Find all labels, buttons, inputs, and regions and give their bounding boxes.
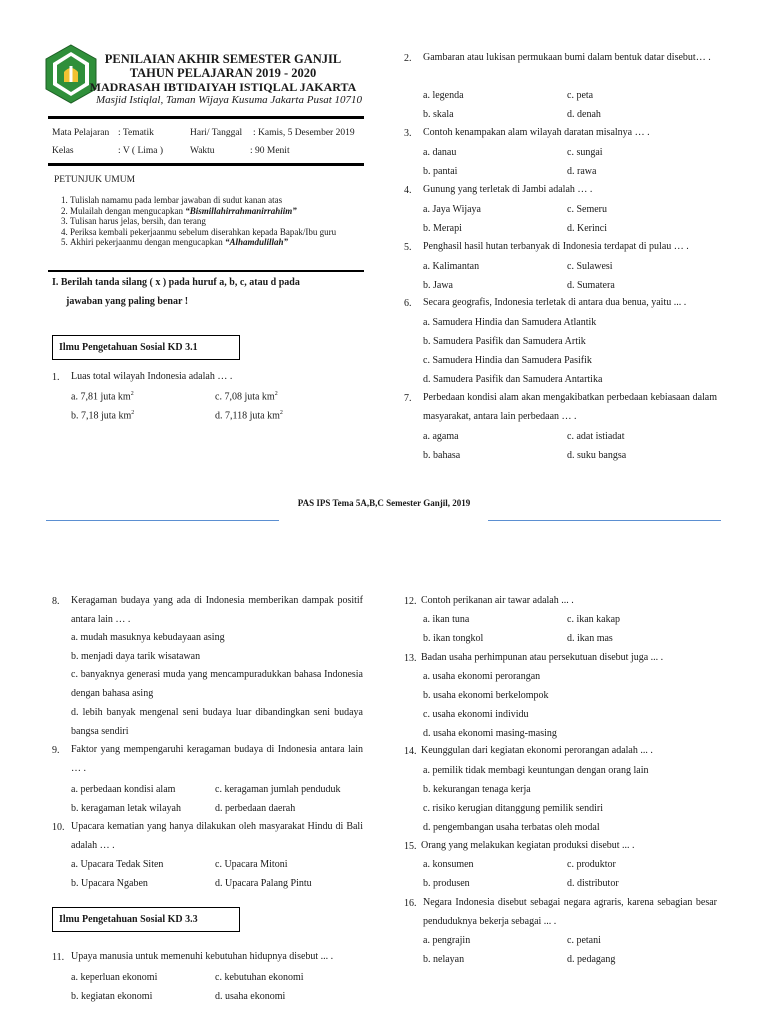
- option-a[interactable]: a. konsumen: [423, 859, 474, 870]
- option-c[interactable]: c. usaha ekonomi individu: [423, 709, 529, 720]
- option-b[interactable]: b. kegiatan ekonomi: [71, 991, 153, 1002]
- academic-year: TAHUN PELAJARAN 2019 - 2020: [129, 66, 317, 80]
- subject-value: : Tematik: [118, 128, 154, 138]
- instructions-rule: [48, 270, 364, 272]
- option-d[interactable]: d. usaha ekonomi masing-masing: [423, 728, 557, 739]
- instruction-item: 5. Akhiri pekerjaanmu dengan mengucapkan “Alhamdulillah”: [70, 237, 364, 248]
- option-a[interactable]: a. pengrajin: [423, 935, 471, 946]
- question-number: 5.: [404, 242, 412, 253]
- option-c[interactable]: c. sungai: [567, 147, 603, 158]
- question-text: Keragaman budaya yang ada di Indonesia memberikan dampak positif antara lain … .: [71, 595, 363, 625]
- header-rule: [48, 116, 364, 119]
- option-c[interactable]: c. petani: [567, 935, 601, 946]
- info-rule: [48, 163, 364, 166]
- question-text: Faktor yang mempengaruhi keragaman budaya di Indonesia antara lain … .: [71, 744, 363, 774]
- question-text: Secara geografis, Indonesia terletak di antara dua benua, yaitu ... .: [423, 297, 687, 308]
- option-d[interactable]: d. rawa: [567, 166, 597, 177]
- option-c[interactable]: c. adat istiadat: [567, 431, 625, 442]
- option-b[interactable]: b. skala: [423, 109, 454, 120]
- option-c[interactable]: c. Semeru: [567, 204, 607, 215]
- footer-rule-left: [46, 520, 279, 521]
- option-b[interactable]: b. bahasa: [423, 450, 461, 461]
- option-d[interactable]: d. ikan mas: [567, 633, 613, 644]
- option-b[interactable]: b. Samudera Pasifik dan Samudera Artik: [423, 336, 586, 347]
- question-number: 2.: [404, 53, 412, 64]
- option-a[interactable]: a. legenda: [423, 90, 464, 101]
- option-c[interactable]: c. Upacara Mitoni: [215, 859, 288, 870]
- option-d[interactable]: d. Samudera Pasifik dan Samudera Antartika: [423, 374, 603, 385]
- exam-title: PENILAIAN AKHIR SEMESTER GANJIL: [104, 52, 342, 66]
- question-number: 15.: [404, 841, 417, 852]
- instruction-item: 2. Mulailah dengan mengucapkan “Bismillahirrahmanirrahiim”: [70, 206, 364, 217]
- question-number: 8.: [52, 596, 60, 607]
- question-number: 11.: [52, 952, 65, 963]
- option-b[interactable]: b. menjadi daya tarik wisatawan: [71, 651, 201, 662]
- question-text: Gambaran atau lukisan permukaan bumi dalam bentuk datar disebut… .: [423, 52, 711, 63]
- option-c[interactable]: c. 7,08 juta $km^2$: [215, 391, 278, 403]
- option-c[interactable]: c. kebutuhan ekonomi: [215, 972, 304, 983]
- section-instruction: I. Berilah tanda silang ( x ) pada huruf a, b, c, atau d pada: [52, 277, 300, 288]
- option-a[interactable]: a. keperluan ekonomi: [71, 972, 158, 983]
- subject-label: Mata Pelajaran: [52, 128, 110, 138]
- instruction-item: 3. Tulisan harus jelas, bersih, dan terang: [70, 216, 364, 227]
- option-c[interactable]: c. Sulawesi: [567, 261, 613, 272]
- question-number: 3.: [404, 128, 412, 139]
- question-number: 6.: [404, 298, 412, 309]
- option-d[interactable]: d. denah: [567, 109, 601, 120]
- option-b[interactable]: b. ikan tongkol: [423, 633, 484, 644]
- option-d[interactable]: d. Upacara Palang Pintu: [215, 878, 312, 889]
- option-b[interactable]: b. pantai: [423, 166, 458, 177]
- option-b[interactable]: b. keragaman letak wilayah: [71, 803, 181, 814]
- option-b[interactable]: b. Merapi: [423, 223, 462, 234]
- question-number: 12.: [404, 596, 417, 607]
- option-d[interactable]: d. 7,118 juta $km^2$: [215, 410, 283, 422]
- option-b[interactable]: b. Jawa: [423, 280, 453, 291]
- question-text: Orang yang melakukan kegiatan produksi disebut ... .: [421, 840, 635, 851]
- question-text: Keunggulan dari kegiatan ekonomi perorangan adalah ... .: [421, 745, 653, 756]
- option-c[interactable]: c. produktor: [567, 859, 616, 870]
- question-number: 10.: [52, 822, 65, 833]
- class-value: : V ( Lima ): [118, 146, 164, 156]
- kd-3-3-box: Ilmu Pengetahuan Sosial KD 3.3: [52, 907, 240, 932]
- option-c[interactable]: c. peta: [567, 90, 594, 101]
- question-number: 14.: [404, 746, 417, 757]
- class-label: Kelas: [52, 146, 74, 156]
- option-a[interactable]: a. Upacara Tedak Siten: [71, 859, 164, 870]
- option-d[interactable]: d. lebih banyak mengenal seni budaya luar dibandingkan seni budaya bangsa sendiri: [71, 707, 363, 737]
- instructions-title: PETUNJUK UMUM: [54, 175, 136, 185]
- option-b[interactable]: b. 7,18 juta $km^2$: [71, 410, 135, 422]
- option-c[interactable]: c. keragaman jumlah penduduk: [215, 784, 341, 795]
- question-text: Contoh kenampakan alam wilayah daratan misalnya … .: [423, 127, 650, 138]
- time-value: : 90 Menit: [250, 146, 290, 156]
- option-c[interactable]: c. Samudera Hindia dan Samudera Pasifik: [423, 355, 592, 366]
- instruction-item: 4. Periksa kembali pekerjaanmu sebelum diserahkan kepada Bapak/Ibu guru: [70, 227, 364, 238]
- school-address: Masjid Istiqlal, Taman Wijaya Kusuma Jakarta Pusat 10710: [96, 94, 363, 106]
- date-value: : Kamis, 5 Desember 2019: [253, 128, 355, 138]
- option-a[interactable]: a. 7,81 juta $km^2$: [71, 391, 134, 403]
- date-label: Hari/ Tanggal: [190, 128, 243, 138]
- question-text: Perbedaan kondisi alam akan mengakibatkan perbedaan kebiasaan dalam masyarakat, antara lain perbedaan … .: [423, 392, 717, 422]
- option-b[interactable]: b. usaha ekonomi berkelompok: [423, 690, 549, 701]
- option-a[interactable]: a. perbedaan kondisi alam: [71, 784, 176, 795]
- question-text: Upacara kematian yang hanya dilakukan oleh masyarakat Hindu di Bali adalah … .: [71, 821, 363, 851]
- option-a[interactable]: a. agama: [423, 431, 459, 442]
- instruction-item: 1. Tulislah namamu pada lembar jawaban di sudut kanan atas: [70, 195, 364, 206]
- question-text: Luas total wilayah Indonesia adalah … .: [71, 371, 233, 382]
- option-b[interactable]: b. nelayan: [423, 954, 465, 965]
- option-c[interactable]: c. ikan kakap: [567, 614, 621, 625]
- option-d[interactable]: d. pengembangan usaha terbatas oleh modal: [423, 822, 600, 833]
- question-text: Penghasil hasil hutan terbanyak di Indonesia terdapat di pulau … .: [423, 241, 689, 252]
- page-footer: PAS IPS Tema 5A,B,C Semester Ganjil, 2019: [297, 498, 471, 508]
- option-a[interactable]: a. mudah masuknya kebudayaan asing: [71, 632, 225, 643]
- time-label: Waktu: [190, 146, 215, 156]
- option-d[interactable]: d. Sumatera: [567, 280, 615, 291]
- option-a[interactable]: a. danau: [423, 147, 457, 158]
- option-b[interactable]: b. produsen: [423, 878, 470, 889]
- kd-3-1-box: Ilmu Pengetahuan Sosial KD 3.1: [52, 335, 240, 360]
- option-a[interactable]: a. pemilik tidak membagi keuntungan dengan orang lain: [423, 765, 649, 776]
- option-b[interactable]: b. Upacara Ngaben: [71, 878, 148, 889]
- option-a[interactable]: a. ikan tuna: [423, 614, 470, 625]
- option-d[interactable]: d. suku bangsa: [567, 450, 627, 461]
- question-text: Contoh perikanan air tawar adalah ... .: [421, 595, 574, 606]
- option-d[interactable]: d. usaha ekonomi: [215, 991, 286, 1002]
- option-c[interactable]: c. banyaknya generasi muda yang mencampuradukkan bahasa Indonesia dengan bahasa asing: [71, 669, 363, 699]
- question-number: 16.: [404, 898, 417, 909]
- instructions-list: [48, 195, 364, 248]
- question-number: 1.: [52, 372, 60, 383]
- question-number: 4.: [404, 185, 412, 196]
- option-a[interactable]: a. Kalimantan: [423, 261, 480, 272]
- section-instruction-cont: jawaban yang paling benar !: [66, 296, 189, 307]
- question-text: Badan usaha perhimpunan atau persekutuan disebut juga ... .: [421, 652, 664, 663]
- option-d[interactable]: d. pedagang: [567, 954, 616, 965]
- question-text: Gunung yang terletak di Jambi adalah … .: [423, 184, 593, 195]
- question-number: 9.: [52, 745, 60, 756]
- question-number: 7.: [404, 393, 412, 404]
- option-d[interactable]: d. perbedaan daerah: [215, 803, 296, 814]
- option-b[interactable]: b. kekurangan tenaga kerja: [423, 784, 531, 795]
- question-number: 13.: [404, 653, 417, 664]
- question-text: Upaya manusia untuk memenuhi kebutuhan hidupnya disebut ... .: [71, 951, 334, 962]
- option-d[interactable]: d. Kerinci: [567, 223, 607, 234]
- option-c[interactable]: c. risiko kerugian ditanggung pemilik sendiri: [423, 803, 603, 814]
- school-name: MADRASAH IBTIDAIYAH ISTIQLAL JAKARTA: [89, 80, 357, 94]
- option-a[interactable]: a. Jaya Wijaya: [423, 204, 481, 215]
- option-a[interactable]: a. usaha ekonomi perorangan: [423, 671, 541, 682]
- option-d[interactable]: d. distributor: [567, 878, 619, 889]
- footer-rule-right: [488, 520, 721, 521]
- question-text: Negara Indonesia disebut sebagai negara agraris, karena sebagian besar penduduknya bekerja sebagai ... .: [423, 897, 717, 927]
- option-a[interactable]: a. Samudera Hindia dan Samudera Atlantik: [423, 317, 597, 328]
